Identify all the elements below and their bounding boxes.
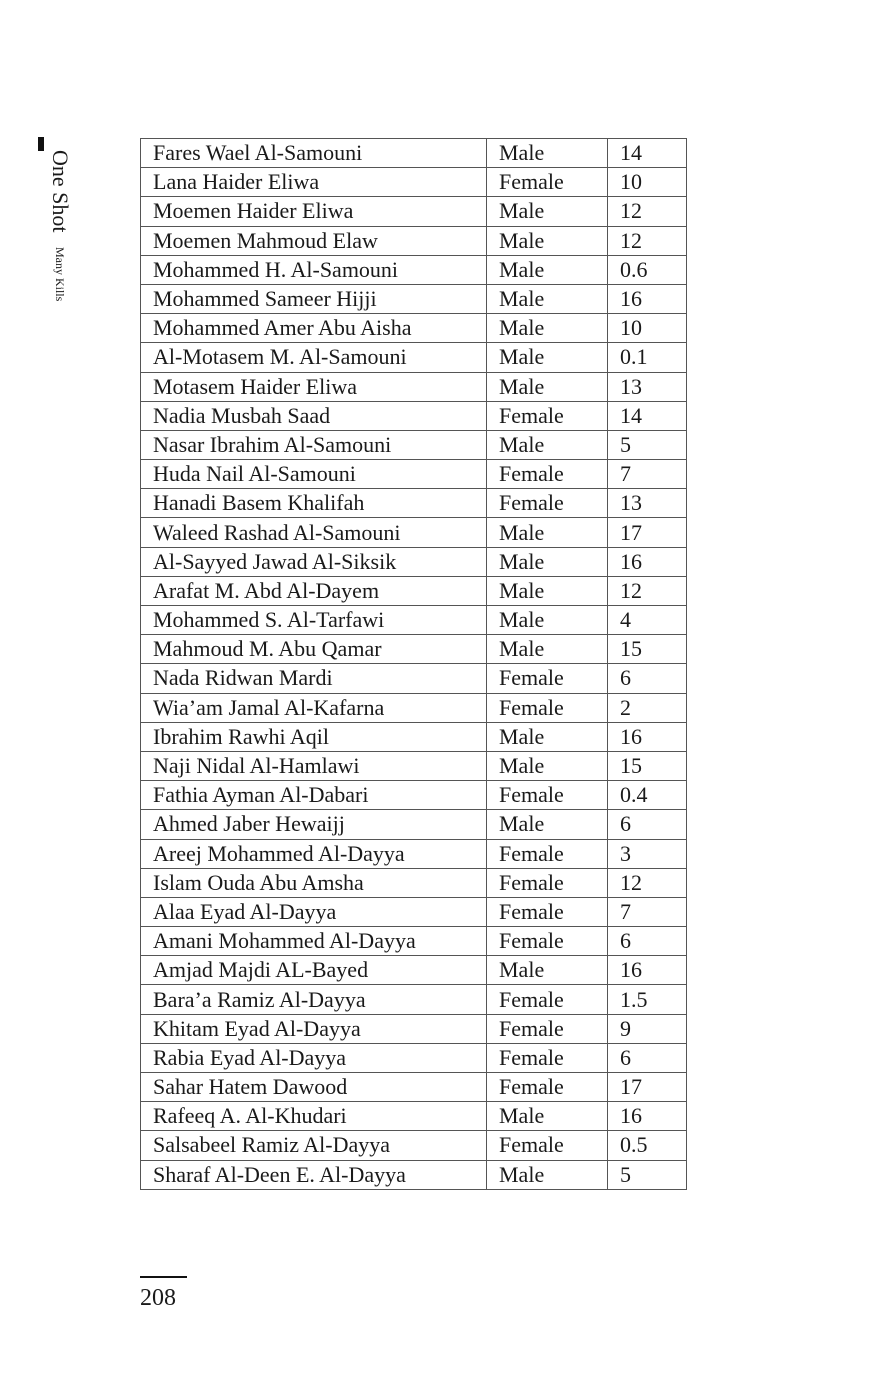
table-row — [141, 547, 687, 576]
age-cell: 2 — [608, 693, 687, 722]
page-number-rule — [140, 1276, 187, 1278]
gender-cell: Female — [487, 489, 608, 518]
table-row — [141, 460, 687, 489]
age-cell: 10 — [608, 314, 687, 343]
age-cell: 16 — [608, 956, 687, 985]
age-cell: 0.1 — [608, 343, 687, 372]
table-row — [141, 372, 687, 401]
table-row — [141, 693, 687, 722]
running-header-title: One Shot — [48, 150, 73, 233]
table-row — [141, 139, 687, 168]
table-row — [141, 1160, 687, 1189]
gender-cell: Male — [487, 139, 608, 168]
age-cell: 10 — [608, 168, 687, 197]
gender-cell: Female — [487, 1014, 608, 1043]
gender-cell: Male — [487, 197, 608, 226]
gender-cell: Female — [487, 168, 608, 197]
table-row — [141, 781, 687, 810]
name-cell: Moemen Haider Eliwa — [141, 197, 487, 226]
age-cell: 0.4 — [608, 781, 687, 810]
table-row — [141, 284, 687, 313]
table-row — [141, 255, 687, 284]
table-row — [141, 168, 687, 197]
gender-cell: Female — [487, 897, 608, 926]
gender-cell: Male — [487, 606, 608, 635]
running-header-subtitle: Many Kills — [53, 246, 67, 301]
age-cell: 16 — [608, 547, 687, 576]
name-cell: Naji Nidal Al-Hamlawi — [141, 751, 487, 780]
gender-cell: Male — [487, 956, 608, 985]
name-cell: Ibrahim Rawhi Aqil — [141, 722, 487, 751]
table-row — [141, 314, 687, 343]
name-cell: Rafeeq A. Al-Khudari — [141, 1102, 487, 1131]
name-cell: Lana Haider Eliwa — [141, 168, 487, 197]
name-cell: Alaa Eyad Al-Dayya — [141, 897, 487, 926]
gender-cell: Female — [487, 1073, 608, 1102]
age-cell: 3 — [608, 839, 687, 868]
table-row — [141, 606, 687, 635]
age-cell: 12 — [608, 197, 687, 226]
age-cell: 12 — [608, 576, 687, 605]
name-cell: Amani Mohammed Al-Dayya — [141, 927, 487, 956]
gender-cell: Male — [487, 226, 608, 255]
name-cell: Motasem Haider Eliwa — [141, 372, 487, 401]
age-cell: 6 — [608, 664, 687, 693]
table-row — [141, 401, 687, 430]
age-cell: 4 — [608, 606, 687, 635]
age-cell: 0.6 — [608, 255, 687, 284]
table-row — [141, 226, 687, 255]
name-cell: Waleed Rashad Al-Samouni — [141, 518, 487, 547]
gender-cell: Male — [487, 372, 608, 401]
table-row — [141, 1043, 687, 1072]
age-cell: 6 — [608, 810, 687, 839]
table-row — [141, 868, 687, 897]
age-cell: 5 — [608, 430, 687, 459]
gender-cell: Female — [487, 693, 608, 722]
gender-cell: Female — [487, 460, 608, 489]
table-row — [141, 518, 687, 547]
age-cell: 15 — [608, 751, 687, 780]
name-cell: Rabia Eyad Al-Dayya — [141, 1043, 487, 1072]
name-cell: Nasar Ibrahim Al-Samouni — [141, 430, 487, 459]
table-row — [141, 343, 687, 372]
gender-cell: Male — [487, 518, 608, 547]
page-number: 208 — [140, 1285, 176, 1311]
name-cell: Mahmoud M. Abu Qamar — [141, 635, 487, 664]
gender-cell: Male — [487, 284, 608, 313]
table-row — [141, 1073, 687, 1102]
victims-table — [140, 138, 687, 1190]
table-row — [141, 197, 687, 226]
gender-cell: Female — [487, 401, 608, 430]
table-row — [141, 722, 687, 751]
name-cell: Islam Ouda Abu Amsha — [141, 868, 487, 897]
gender-cell: Male — [487, 547, 608, 576]
age-cell: 16 — [608, 1102, 687, 1131]
age-cell: 16 — [608, 722, 687, 751]
gender-cell: Female — [487, 868, 608, 897]
gender-cell: Male — [487, 314, 608, 343]
gender-cell: Female — [487, 985, 608, 1014]
age-cell: 14 — [608, 139, 687, 168]
table-row — [141, 1102, 687, 1131]
table-row — [141, 1014, 687, 1043]
table-row — [141, 897, 687, 926]
gender-cell: Male — [487, 1160, 608, 1189]
table-row — [141, 430, 687, 459]
name-cell: Ahmed Jaber Hewaijj — [141, 810, 487, 839]
name-cell: Sahar Hatem Dawood — [141, 1073, 487, 1102]
name-cell: Mohammed Amer Abu Aisha — [141, 314, 487, 343]
name-cell: Amjad Majdi AL-Bayed — [141, 956, 487, 985]
age-cell: 5 — [608, 1160, 687, 1189]
table-row — [141, 810, 687, 839]
age-cell: 12 — [608, 868, 687, 897]
name-cell: Mohammed Sameer Hijji — [141, 284, 487, 313]
gender-cell: Female — [487, 927, 608, 956]
age-cell: 17 — [608, 518, 687, 547]
name-cell: Khitam Eyad Al-Dayya — [141, 1014, 487, 1043]
victims-table-body — [141, 139, 687, 1190]
gender-cell: Female — [487, 839, 608, 868]
name-cell: Nadia Musbah Saad — [141, 401, 487, 430]
table-row — [141, 576, 687, 605]
gender-cell: Female — [487, 664, 608, 693]
table-row — [141, 489, 687, 518]
gender-cell: Male — [487, 576, 608, 605]
age-cell: 15 — [608, 635, 687, 664]
name-cell: Arafat M. Abd Al-Dayem — [141, 576, 487, 605]
age-cell: 13 — [608, 372, 687, 401]
name-cell: Areej Mohammed Al-Dayya — [141, 839, 487, 868]
age-cell: 14 — [608, 401, 687, 430]
name-cell: Bara’a Ramiz Al-Dayya — [141, 985, 487, 1014]
age-cell: 6 — [608, 1043, 687, 1072]
age-cell: 17 — [608, 1073, 687, 1102]
table-row — [141, 664, 687, 693]
age-cell: 6 — [608, 927, 687, 956]
table-row — [141, 956, 687, 985]
age-cell: 0.5 — [608, 1131, 687, 1160]
age-cell: 16 — [608, 284, 687, 313]
table-row — [141, 985, 687, 1014]
name-cell: Hanadi Basem Khalifah — [141, 489, 487, 518]
gender-cell: Female — [487, 1131, 608, 1160]
table-row — [141, 635, 687, 664]
gender-cell: Female — [487, 781, 608, 810]
age-cell: 7 — [608, 460, 687, 489]
name-cell: Al-Motasem M. Al-Samouni — [141, 343, 487, 372]
name-cell: Fathia Ayman Al-Dabari — [141, 781, 487, 810]
name-cell: Al-Sayyed Jawad Al-Siksik — [141, 547, 487, 576]
age-cell: 12 — [608, 226, 687, 255]
table-row — [141, 1131, 687, 1160]
name-cell: Fares Wael Al-Samouni — [141, 139, 487, 168]
gender-cell: Male — [487, 722, 608, 751]
name-cell: Huda Nail Al-Samouni — [141, 460, 487, 489]
name-cell: Wia’am Jamal Al-Kafarna — [141, 693, 487, 722]
name-cell: Nada Ridwan Mardi — [141, 664, 487, 693]
table-row — [141, 751, 687, 780]
gender-cell: Male — [487, 810, 608, 839]
name-cell: Salsabeel Ramiz Al-Dayya — [141, 1131, 487, 1160]
gender-cell: Male — [487, 343, 608, 372]
gender-cell: Male — [487, 1102, 608, 1131]
table-row — [141, 927, 687, 956]
name-cell: Mohammed H. Al-Samouni — [141, 255, 487, 284]
name-cell: Mohammed S. Al-Tarfawi — [141, 606, 487, 635]
running-header-marker — [38, 137, 44, 151]
gender-cell: Male — [487, 430, 608, 459]
age-cell: 1.5 — [608, 985, 687, 1014]
table-row — [141, 839, 687, 868]
gender-cell: Male — [487, 255, 608, 284]
age-cell: 7 — [608, 897, 687, 926]
gender-cell: Male — [487, 751, 608, 780]
gender-cell: Female — [487, 1043, 608, 1072]
age-cell: 13 — [608, 489, 687, 518]
name-cell: Moemen Mahmoud Elaw — [141, 226, 487, 255]
age-cell: 9 — [608, 1014, 687, 1043]
name-cell: Sharaf Al-Deen E. Al-Dayya — [141, 1160, 487, 1189]
running-header — [47, 150, 73, 301]
gender-cell: Male — [487, 635, 608, 664]
